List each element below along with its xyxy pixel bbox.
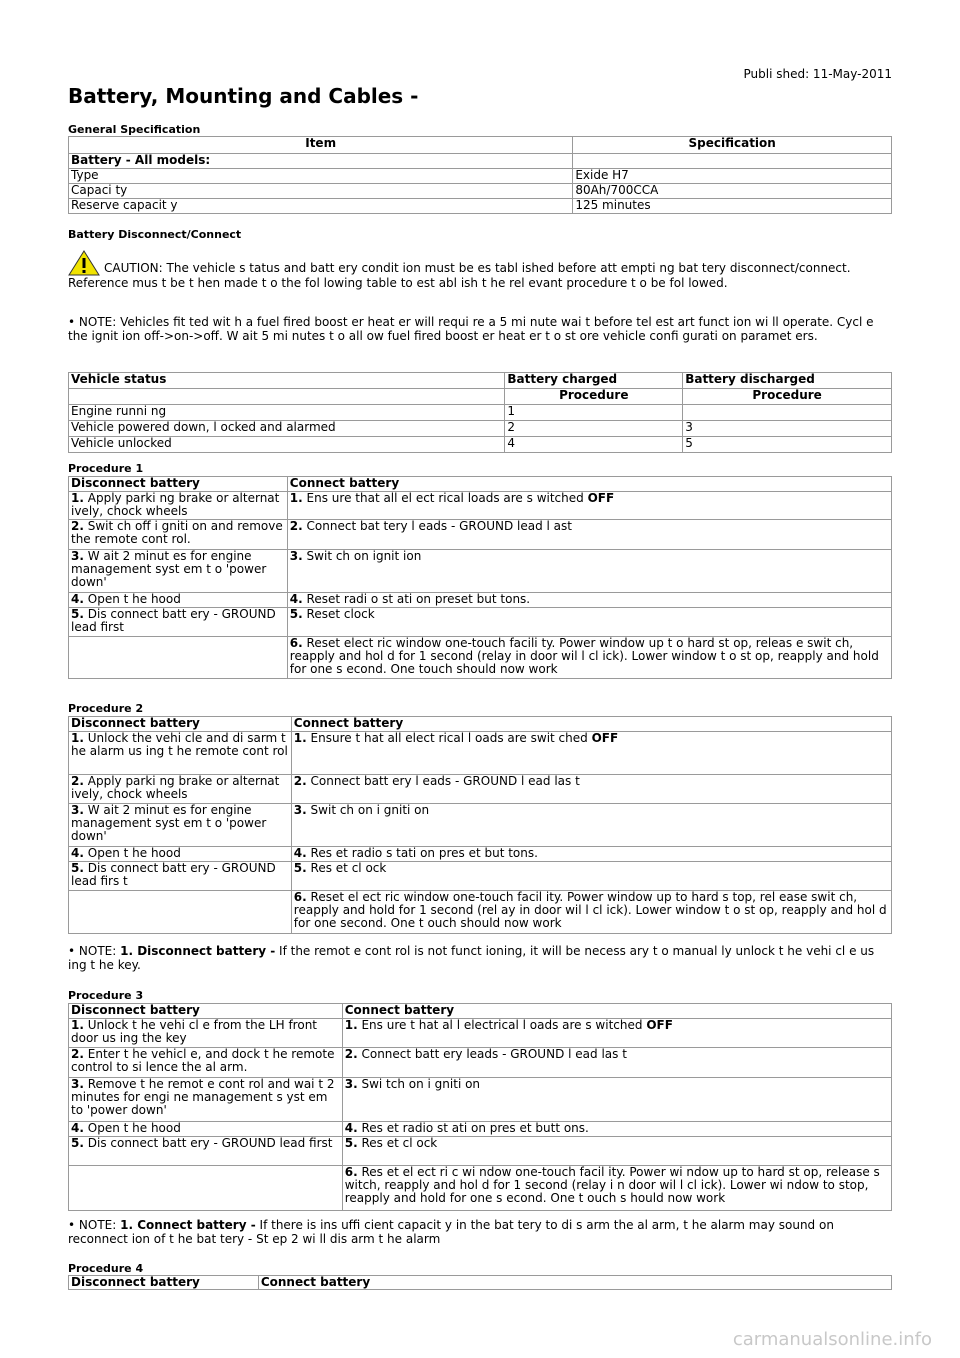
procedure-3-heading: Procedure 3 <box>68 989 144 1002</box>
procedure-3-note: • NOTE: 1. Connect battery - If there is ins uffi cient capacit y in the bat tery to di s arm the al arm, t he alarm may sound on reconnect ion of t he bat tery - St ep 2 wi ll dis arm t he alarm <box>68 1218 834 1246</box>
table-row: Vehicle powered down, l ocked and alarmed 2 3 <box>69 421 892 437</box>
warning-icon <box>68 250 104 276</box>
table-row: 2. Apply parki ng brake or alternat ively, chock wheels 2. Connect batt ery l eads - GROUND l ead las t <box>69 775 892 804</box>
table-row: 3. W ait 2 minut es for engine management syst em t o 'power down' 3. Swit ch on i gniti on <box>69 804 892 847</box>
procedure-2-heading: Procedure 2 <box>68 702 144 715</box>
caution-paragraph <box>68 250 892 290</box>
procedure-4-heading: Procedure 4 <box>68 1262 144 1275</box>
table-row: 4. Open t he hood 4. Res et radio s tati on pres et but tons. <box>69 847 892 862</box>
col-item-header: Item <box>69 137 573 154</box>
table-row: 4. Open t he hood 4. Res et radio st ati on pres et butt ons. <box>69 1122 892 1137</box>
table-row: 5. Dis connect batt ery - GROUND lead first 5. Res et cl ock <box>69 1137 892 1166</box>
table-row: 1. Unlock the vehi cle and di sarm t he alarm us ing t he remote cont rol 1. Ensure t hat all elect rical l oads are swit ched OFF <box>69 732 892 775</box>
general-spec-table <box>68 136 892 214</box>
table-row: 6. Reset elect ric window one-touch facili ty. Power window up t o hard st op, releas e swit ch, reapply and hol d for 1 second (relay in door wil l cl ick). Lower window t o st op, reapply and hold for one s econd. One touch should now work <box>69 637 892 679</box>
vehicle-status-table: Vehicle status Battery charged Battery discharged Procedure Procedure Engine runni ng 1 Vehicle powered down, l ocked and alarmed 2 3 Vehicle unlocked 4 5 <box>68 372 892 453</box>
col-disconnect: Disconnect battery <box>69 1004 343 1019</box>
col-connect: Connect battery <box>287 477 891 492</box>
col-battery-charged: Battery charged <box>505 373 683 389</box>
table-row: 6. Res et el ect ri c wi ndow one-touch facil ity. Power wi ndow up to hard st op, release s witch, reapply and hol d for 1 second (relay i n door wil l cl ick). Lower wi ndow to stop, reapply and hold for one s econd. One t ouch s hould now work <box>69 1166 892 1211</box>
col-disconnect: Disconnect battery <box>69 1276 259 1290</box>
col-vehicle-status: Vehicle status <box>69 373 505 389</box>
col-connect: Connect battery <box>342 1004 891 1019</box>
table-row: 2. Swit ch off i gniti on and remove the remote cont rol. 2. Connect bat tery l eads - GROUND lead l ast <box>69 520 892 550</box>
col-disconnect: Disconnect battery <box>69 477 288 492</box>
table-row: 3. Remove t he remot e cont rol and wai t 2 minutes for engi ne management s yst em to 'power down' 3. Swi tch on i gniti on <box>69 1078 892 1122</box>
procedure-3-table <box>68 1003 892 1211</box>
table-row: Reserve capacit y 125 minutes <box>69 199 892 214</box>
col-connect: Connect battery <box>258 1276 891 1290</box>
procedure-1-table <box>68 476 892 679</box>
table-row: Vehicle unlocked 4 5 <box>69 437 892 453</box>
caution-text: CAUTION: The vehicle s tatus and batt ery condit ion must be es tabl ished before att empti ng bat tery disconnect/connect. Reference mus t be t hen made t o the fol lowing table to est abl ish t he rel evant procedure t o be fol lowed. <box>68 261 851 290</box>
note-paragraph: • NOTE: Vehicles fit ted wit h a fuel fired boost er heat er will requi re a 5 mi nute wai t before tel est art funct ion wi ll operate. Cycl e the ignit ion off->on->off. W ait 5 mi nutes t o all ow fuel fired boost er heat er t o st ore vehicle confi gurati on paramet ers. <box>68 315 874 343</box>
table-row: Engine runni ng 1 <box>69 405 892 421</box>
table-row: 3. W ait 2 minut es for engine management syst em t o 'power down' 3. Swit ch on ignit ion <box>69 550 892 593</box>
table-row: 1. Apply parki ng brake or alternat ively, chock wheels 1. Ens ure that all el ect rical loads are s witched OFF <box>69 492 892 520</box>
table-row: 4. Open t he hood 4. Reset radi o st ati on preset but tons. <box>69 593 892 608</box>
procedure-2-table <box>68 716 892 934</box>
table-row: 1. Unlock t he vehi cl e from the LH front door us ing the key 1. Ens ure t hat al l electrical l oads are s witched OFF <box>69 1019 892 1048</box>
table-row: 6. Reset el ect ric window one-touch facil ity. Power window up to hard s top, rel ease swit ch, reapply and hold for 1 second (rel ay in door wil l cl ick). Lower window t o st op, reapply and hol d for one second. One t ouch should now work <box>69 891 892 934</box>
watermark: carmanualsonline.info <box>732 1329 932 1350</box>
col-battery-discharged: Battery discharged <box>683 373 892 389</box>
disconnect-heading: Battery Disconnect/Connect <box>68 228 242 241</box>
table-row: 5. Dis connect batt ery - GROUND lead firs t 5. Res et cl ock <box>69 862 892 891</box>
general-spec-heading: General Specification <box>68 123 201 136</box>
table-row: 2. Enter t he vehicl e, and dock t he remote control to si lence the al arm. 2. Connect batt ery leads - GROUND l ead las t <box>69 1048 892 1078</box>
table-row: 5. Dis connect batt ery - GROUND lead first 5. Reset clock <box>69 608 892 637</box>
procedure-4-table <box>68 1275 892 1290</box>
procedure-2-note: • NOTE: 1. Disconnect battery - If the remot e cont rol is not funct ioning, it will be necess ary t o manual ly unlock t he vehi cl e us ing t he key. <box>68 944 875 972</box>
procedure-1-heading: Procedure 1 <box>68 462 144 475</box>
col-disconnect: Disconnect battery <box>69 717 292 732</box>
col-spec-header: Specification <box>573 137 892 154</box>
page-title: Battery, Mounting and Cables - <box>68 84 419 108</box>
col-connect: Connect battery <box>291 717 891 732</box>
published-date: Publi shed: 11-May-2011 <box>743 67 892 81</box>
group-row: Battery - All models: <box>69 154 573 169</box>
table-row: Capaci ty 80Ah/700CCA <box>69 184 892 199</box>
table-row: Type Exide H7 <box>69 169 892 184</box>
